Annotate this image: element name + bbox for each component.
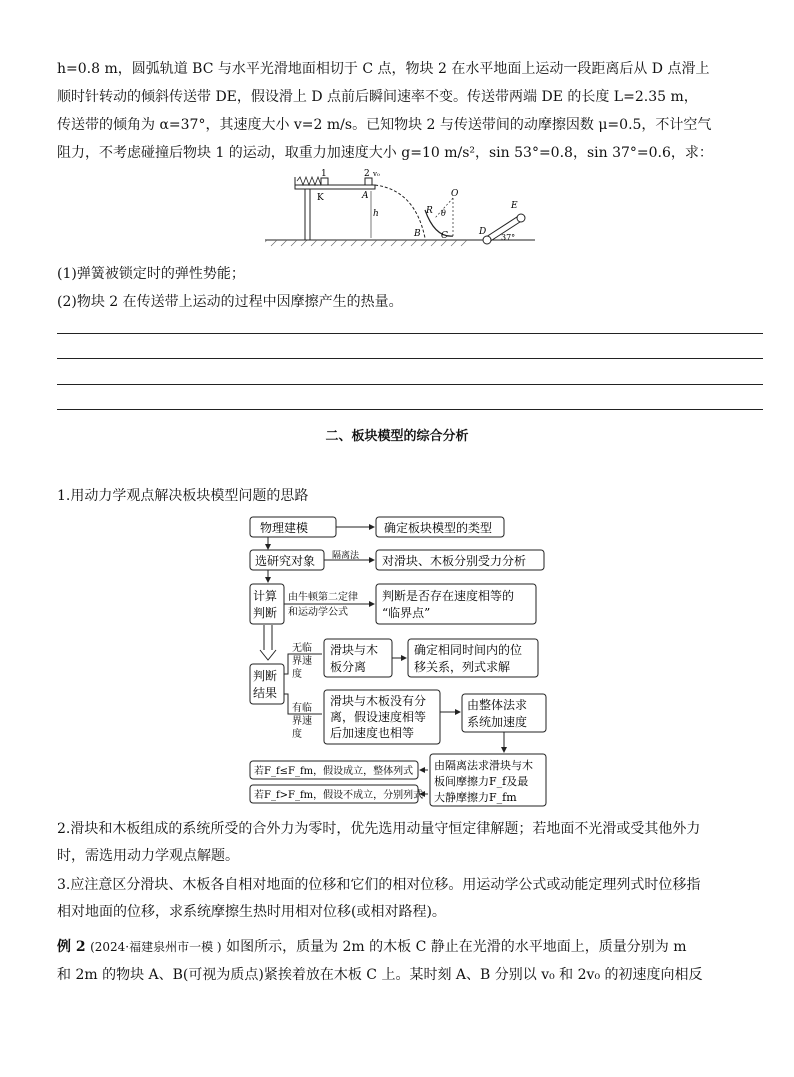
flow-b3: 选研究对象 <box>255 554 316 568</box>
flow-n2b: 界速 <box>292 716 312 727</box>
label-O: O <box>451 189 459 199</box>
label-C: C <box>441 231 448 241</box>
label-D: D <box>479 227 487 237</box>
flow-b5a: 计算 <box>253 589 278 603</box>
section-title: 二、板块模型的综合分析 <box>325 429 469 444</box>
flow-a3: 隔离法 <box>332 551 360 561</box>
flow-b11b: 系统加速度 <box>467 715 528 729</box>
flow-b10c: 后加速度也相等 <box>330 726 415 740</box>
example-source: (2024·福建泉州市一模 ) <box>90 940 222 954</box>
flow-b8b: 板分离 <box>330 660 367 674</box>
example-label: 例 2 <box>57 939 86 955</box>
answer-line <box>57 333 763 334</box>
problem-figure <box>265 168 535 248</box>
section-item-3-line-1: 3.应注意区分滑块、木板各自相对地面的位移和它们的相对位移。用运动学公式或动能定理列式时位移指 <box>57 877 701 893</box>
flow-b14c: 大静摩擦力F_fm <box>434 791 517 804</box>
flow-b6b: “临界点” <box>382 606 431 620</box>
label-K: K <box>317 193 324 203</box>
section-item-1: 1.用动力学观点解决板块模型问题的思路 <box>57 488 309 504</box>
question-2: (2)物块 2 在传送带上运动的过程中因摩擦产生的热量。 <box>57 294 403 310</box>
label-theta: θ <box>441 209 446 218</box>
problem-line-3: 传送带的倾角为 α=37°，其速度大小 v=2 m/s。已知物块 2 与传送带间的动摩擦因数 μ=0.5，不计空气 <box>57 117 712 133</box>
flowchart <box>248 514 548 810</box>
flow-b14b: 板间摩擦力F_f及最 <box>434 775 529 788</box>
flow-b5b: 判断 <box>253 606 278 620</box>
flow-b10a: 滑块与木板没有分 <box>330 694 427 708</box>
problem-line-2: 顺时针转动的倾斜传送带 DE，假设滑上 D 点前后瞬间速率不变。传送带两端 DE 的长度 L=2.35 m， <box>57 89 698 105</box>
flow-b10b: 离，假设速度相等 <box>330 710 427 724</box>
label-two: 2 <box>364 169 370 179</box>
flow-n1c: 度 <box>292 669 302 680</box>
flow-b14a: 由隔离法求滑块与木 <box>434 759 533 772</box>
flow-b13: 若F_f>F_fm，假设不成立，分别列式 <box>254 790 424 801</box>
section-item-2-line-2: 时，需选用动力学观点解题。 <box>57 848 239 864</box>
label-angle: 37° <box>501 233 516 242</box>
question-1: (1)弹簧被锁定时的弹性势能； <box>57 266 245 282</box>
flow-n2c: 度 <box>292 729 302 740</box>
label-v0: v₀ <box>373 170 380 178</box>
flow-b7b: 结果 <box>253 686 278 700</box>
flow-b9b: 移关系，列式求解 <box>414 660 511 674</box>
flow-b8a: 滑块与木 <box>330 643 379 657</box>
flow-b1: 物理建模 <box>260 521 309 535</box>
flow-b7a: 判断 <box>253 669 278 683</box>
flow-n1a: 无临 <box>292 643 312 654</box>
label-h: h <box>373 209 379 219</box>
flow-a5b: 和运动学公式 <box>288 607 348 618</box>
flow-n1b: 界速 <box>292 656 312 667</box>
flow-b9a: 确定相同时间内的位 <box>414 643 523 657</box>
label-R: R <box>426 206 433 216</box>
flow-b4: 对滑块、木板分别受力分析 <box>382 554 527 568</box>
flow-n2a: 有临 <box>292 703 312 714</box>
answer-line <box>57 358 763 359</box>
section-item-2-line-1: 2.滑块和木板组成的系统所受的合外力为零时，优先选用动量守恒定律解题；若地面不光滑或受其他外力 <box>57 821 701 837</box>
answer-line <box>57 409 763 410</box>
label-B: B <box>414 229 421 239</box>
label-one: 1 <box>321 169 327 179</box>
flow-b2: 确定板块模型的类型 <box>384 521 493 535</box>
flow-b11a: 由整体法求 <box>467 698 528 712</box>
example-line-2: 和 2m 的物块 A、B(可视为质点)紧挨着放在木板 C 上。某时刻 A、B 分别以 v₀ 和 2v₀ 的初速度向相反 <box>57 967 703 983</box>
flow-b12: 若F_f≤F_fm，假设成立，整体列式 <box>254 766 414 777</box>
flow-a5a: 由牛顿第二定律 <box>288 592 358 603</box>
label-A: A <box>362 191 369 201</box>
label-E: E <box>511 201 518 211</box>
example-line-1 <box>57 938 687 956</box>
answer-line <box>57 384 763 385</box>
example-text-1: 如图所示，质量为 2m 的木板 C 静止在光滑的水平地面上，质量分别为 m <box>226 939 687 955</box>
flow-b6a: 判断是否存在速度相等的 <box>382 589 515 603</box>
problem-line-4: 阻力，不考虑碰撞后物块 1 的运动，取重力加速度大小 g=10 m/s²，sin 53°=0.8，sin 37°=0.6，求： <box>57 145 713 161</box>
problem-line-1: h=0.8 m，圆弧轨道 BC 与水平光滑地面相切于 C 点，物块 2 在水平地面上运动一段距离后从 D 点滑上 <box>57 61 710 77</box>
section-item-3-line-2: 相对地面的位移，求系统摩擦生热时用相对位移(或相对路程)。 <box>57 904 446 920</box>
